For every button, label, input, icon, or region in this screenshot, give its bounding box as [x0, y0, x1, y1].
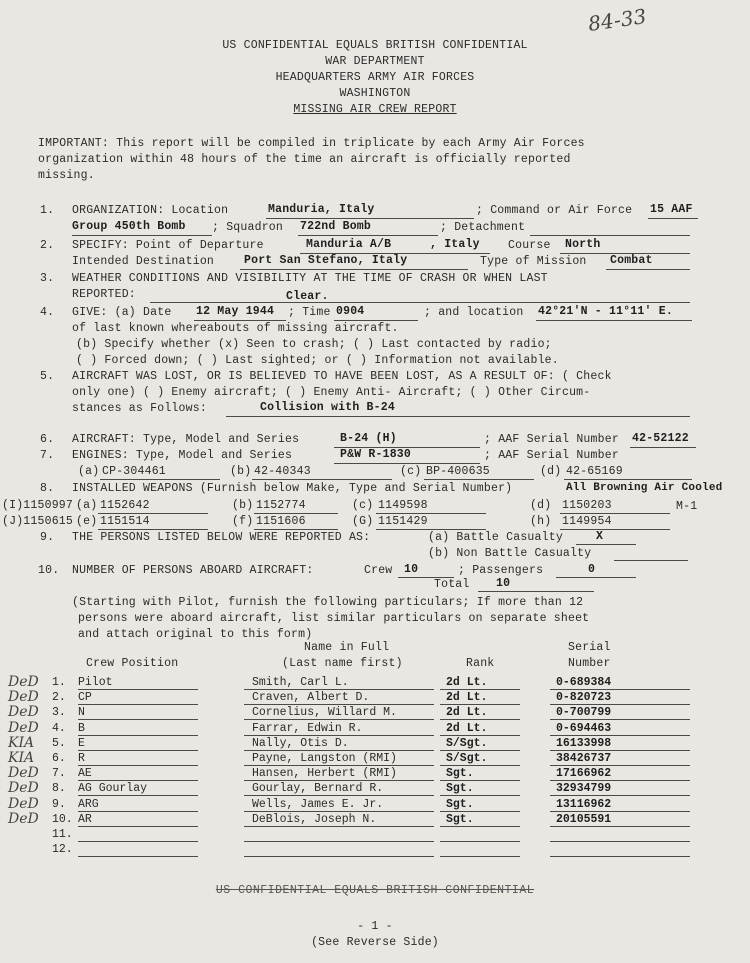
crew-status-annotation: DeD — [8, 780, 39, 796]
aircraft-serial-label: ; AAF Serial Number — [484, 433, 619, 446]
col-name-line-1: Name in Full — [304, 641, 390, 654]
location-value: 42°21'N - 11°11' E. — [538, 305, 673, 318]
crew-position: CP — [78, 691, 92, 704]
time-label: ; Time — [288, 306, 331, 319]
instructions-line-3: and attach original to this form) — [78, 628, 313, 641]
engine-a-label: (a) — [78, 465, 100, 478]
city: WASHINGTON — [339, 87, 411, 100]
crew-row-number: 3. — [52, 706, 66, 719]
weapon-e-label: (e) — [76, 515, 98, 528]
cause-line-3: stances as Follows: — [72, 402, 207, 415]
item-number: 3. — [40, 272, 55, 285]
crew-status-annotation: DeD — [8, 765, 39, 781]
aircraft-type: B-24 (H) — [340, 432, 397, 445]
weapon-d-serial: 1150203 — [562, 499, 612, 512]
handwritten-report-number: 84-33 — [586, 4, 649, 36]
reverse-side-note: (See Reverse Side) — [311, 936, 439, 949]
important-line-1: IMPORTANT: This report will be compiled in triplicate by each Army Air Forces — [38, 137, 585, 150]
engine-b-label: (b) — [230, 465, 252, 478]
engine-c-label: (c) — [400, 465, 422, 478]
engines-label: ENGINES: Type, Model and Series — [72, 449, 293, 462]
weapon-h-label: (h) — [530, 515, 552, 528]
weapon-b-serial: 1152774 — [256, 499, 306, 512]
crew-rank: 2d Lt. — [446, 691, 488, 704]
crew-name: Gourlay, Bernard R. — [252, 782, 384, 795]
crew-position: AG Gourlay — [78, 782, 148, 795]
specify-line-1: (b) Specify whether (x) Seen to crash; ( ) Last contacted by radio; — [76, 338, 552, 351]
battle-casualty-label: (a) Battle Casualty — [428, 531, 563, 544]
weapon-g-label: (G) — [352, 515, 374, 528]
item-number: 5. — [40, 370, 55, 383]
squadron-value: 722nd Bomb — [300, 220, 372, 233]
item-number: 6. — [40, 433, 55, 446]
important-line-3: missing. — [38, 169, 95, 182]
col-serial-line-2: Number — [568, 657, 611, 670]
engine-d-serial: 42-65169 — [566, 465, 623, 478]
passengers-count: 0 — [588, 563, 596, 576]
weather-line-1: WEATHER CONDITIONS AND VISIBILITY AT THE TIME OF CRASH OR WHEN LAST — [72, 272, 548, 285]
destination-value: Port San Stefano, Italy — [244, 254, 408, 267]
report-title: MISSING AIR CREW REPORT — [293, 103, 457, 116]
weapon-h-serial: 1149954 — [562, 515, 612, 528]
crew-position: N — [78, 706, 85, 719]
destination-label: Intended Destination — [72, 255, 215, 268]
crew-name: Smith, Carl L. — [252, 676, 349, 689]
crew-row-number: 4. — [52, 722, 66, 735]
crew-serial: 0-820723 — [556, 691, 612, 704]
crew-position: Pilot — [78, 676, 113, 689]
persons-aboard-label: NUMBER OF PERSONS ABOARD AIRCRAFT: — [72, 564, 314, 577]
non-battle-casualty-label: (b) Non Battle Casualty — [428, 547, 592, 560]
weapon-f-label: (f) — [232, 515, 254, 528]
crew-serial: 0-689384 — [556, 676, 612, 689]
engine-b-serial: 42-40343 — [254, 465, 311, 478]
crew-serial: 17166962 — [556, 767, 612, 780]
engine-d-label: (d) — [540, 465, 562, 478]
crew-row-number: 8. — [52, 782, 66, 795]
crew-serial: 0-694463 — [556, 722, 612, 735]
headquarters: HEADQUARTERS ARMY AIR FORCES — [275, 71, 475, 84]
weapon-b-label: (b) — [232, 499, 254, 512]
crew-rank: S/Sgt. — [446, 752, 488, 765]
cause-line-1: AIRCRAFT WAS LOST, OR IS BELIEVED TO HAVE BEEN LOST, AS A RESULT OF: ( Check — [72, 370, 612, 383]
crew-name: Cornelius, Willard M. — [252, 706, 397, 719]
page-number: - 1 - — [357, 920, 393, 933]
weapon-c-serial: 1149598 — [378, 499, 428, 512]
item-number: 7. — [40, 449, 55, 462]
crew-serial: 0-700799 — [556, 706, 612, 719]
command-value: 15 AAF — [650, 203, 693, 216]
weapon-i-serial: (I)1150997 — [2, 499, 74, 512]
weapon-a-serial: 1152642 — [100, 499, 150, 512]
total-label: Total — [434, 578, 470, 591]
crew-serial: 32934799 — [556, 782, 612, 795]
engines-serial-label: ; AAF Serial Number — [484, 449, 619, 462]
crew-rank: 2d Lt. — [446, 722, 488, 735]
crew-name: Farrar, Edwin R. — [252, 722, 363, 735]
weapon-g-serial: 1151429 — [378, 515, 428, 528]
department: WAR DEPARTMENT — [325, 55, 425, 68]
crew-row-number: 11. — [52, 828, 73, 841]
departure-value: Manduria A/B — [306, 238, 392, 251]
engines-type: P&W R-1830 — [340, 448, 412, 461]
crew-label: Crew — [364, 564, 393, 577]
item-number: 1. — [40, 204, 55, 217]
crew-rank: Sgt. — [446, 813, 474, 826]
important-line-2: organization within 48 hours of the time an aircraft is officially reported — [38, 153, 571, 166]
engine-a-serial: CP-304461 — [102, 465, 166, 478]
detachment-label: ; Detachment — [440, 221, 526, 234]
organization-location: Manduria, Italy — [268, 203, 375, 216]
crew-rank: 2d Lt. — [446, 706, 488, 719]
specify-line-2: ( ) Forced down; ( ) Last sighted; or ( ) Information not available. — [76, 354, 559, 367]
date-value: 12 May 1944 — [196, 305, 275, 318]
crew-position: R — [78, 752, 85, 765]
crew-rank: 2d Lt. — [446, 676, 488, 689]
crew-row-number: 10. — [52, 813, 73, 826]
crew-status-annotation: KIA — [8, 735, 35, 751]
battle-casualty-mark: X — [596, 530, 604, 543]
departure-label: SPECIFY: Point of Departure — [72, 239, 264, 252]
crew-status-annotation: DeD — [8, 796, 39, 812]
crew-status-annotation: DeD — [8, 720, 39, 736]
crew-position: E — [78, 737, 85, 750]
persons-reported-label: THE PERSONS LISTED BELOW WERE REPORTED AS: — [72, 531, 371, 544]
crew-count: 10 — [404, 563, 419, 576]
col-crew-position: Crew Position — [86, 657, 179, 670]
group-value: Group 450th Bomb — [72, 220, 186, 233]
classification-header: US CONFIDENTIAL EQUALS BRITISH CONFIDENTIAL — [222, 39, 528, 52]
organization-label: ORGANIZATION: Location — [72, 204, 229, 217]
aircraft-label: AIRCRAFT: Type, Model and Series — [72, 433, 300, 446]
crew-serial: 38426737 — [556, 752, 612, 765]
aircraft-serial: 42-52122 — [632, 432, 689, 445]
crew-serial: 13116962 — [556, 798, 612, 811]
col-serial-line-1: Serial — [568, 641, 611, 654]
crew-status-annotation: DeD — [8, 674, 39, 690]
departure-country: , Italy — [430, 238, 480, 251]
crew-name: Craven, Albert D. — [252, 691, 370, 704]
crew-status-annotation: KIA — [8, 750, 35, 766]
course-label: Course — [508, 239, 551, 252]
col-rank: Rank — [466, 657, 495, 670]
weapons-note: All Browning Air Cooled — [566, 482, 723, 494]
total-count: 10 — [496, 577, 511, 590]
weapons-label: INSTALLED WEAPONS (Furnish below Make, Type and Serial Number) — [72, 482, 513, 495]
weapon-a-label: (a) — [76, 499, 98, 512]
crew-row-number: 2. — [52, 691, 66, 704]
weather-line-2: REPORTED: — [72, 288, 136, 301]
crew-status-annotation: DeD — [8, 811, 39, 827]
passengers-label: ; Passengers — [458, 564, 544, 577]
col-name-line-2: (Last name first) — [282, 657, 403, 670]
crew-name: Hansen, Herbert (RMI) — [252, 767, 397, 780]
weapon-e-serial: 1151514 — [100, 515, 150, 528]
crew-row-number: 7. — [52, 767, 66, 780]
item-number: 2. — [40, 239, 55, 252]
crew-rank: Sgt. — [446, 767, 474, 780]
crew-serial: 20105591 — [556, 813, 612, 826]
instructions-line-2: persons were aboard aircraft, list similar particulars on separate sheet — [78, 612, 590, 625]
crew-row-number: 9. — [52, 798, 66, 811]
location-label: ; and location — [424, 306, 524, 319]
crew-row-number: 6. — [52, 752, 66, 765]
crew-name: Wells, James E. Jr. — [252, 798, 384, 811]
crew-position: B — [78, 722, 85, 735]
item-number: 8. — [40, 482, 55, 495]
weather-value: Clear. — [286, 290, 329, 303]
whereabouts-line: of last known whereabouts of missing aircraft. — [72, 322, 399, 335]
weapon-c-label: (c) — [352, 499, 374, 512]
crew-position: ARG — [78, 798, 99, 811]
crew-row-number: 1. — [52, 676, 66, 689]
crew-row-number: 12. — [52, 843, 73, 856]
mission-label: Type of Mission — [480, 255, 587, 268]
weapon-j-serial: (J)1150615 — [2, 515, 74, 528]
mission-value: Combat — [610, 254, 653, 267]
time-value: 0904 — [336, 305, 365, 318]
classification-footer: US CONFIDENTIAL EQUALS BRITISH CONFIDENTIAL — [215, 884, 535, 897]
item-number: 4. — [40, 306, 55, 319]
weapons-note-2: M-1 — [676, 500, 698, 513]
crew-rank: S/Sgt. — [446, 737, 488, 750]
crew-serial: 16133998 — [556, 737, 612, 750]
crew-rank: Sgt. — [446, 798, 474, 811]
crew-position: AR — [78, 813, 92, 826]
crew-rank: Sgt. — [446, 782, 474, 795]
command-label: ; Command or Air Force — [476, 204, 633, 217]
cause-line-2: only one) ( ) Enemy aircraft; ( ) Enemy Anti- Aircraft; ( ) Other Circum- — [72, 386, 591, 399]
give-label: GIVE: (a) Date — [72, 306, 172, 319]
item-number: 9. — [40, 531, 55, 544]
crew-status-annotation: DeD — [8, 704, 39, 720]
course-value: North — [565, 238, 601, 251]
cause-value: Collision with B-24 — [260, 401, 395, 414]
crew-position: AE — [78, 767, 92, 780]
crew-row-number: 5. — [52, 737, 66, 750]
weapon-f-serial: 1151606 — [256, 515, 306, 528]
engine-c-serial: BP-400635 — [426, 465, 490, 478]
instructions-line-1: (Starting with Pilot, furnish the following particulars; If more than 12 — [72, 596, 584, 609]
item-number: 10. — [38, 564, 60, 577]
crew-status-annotation: DeD — [8, 689, 39, 705]
crew-name: Payne, Langston (RMI) — [252, 752, 397, 765]
crew-name: Nally, Otis D. — [252, 737, 349, 750]
squadron-label: ; Squadron — [212, 221, 284, 234]
crew-name: DeBlois, Joseph N. — [252, 813, 377, 826]
weapon-d-label: (d) — [530, 499, 552, 512]
